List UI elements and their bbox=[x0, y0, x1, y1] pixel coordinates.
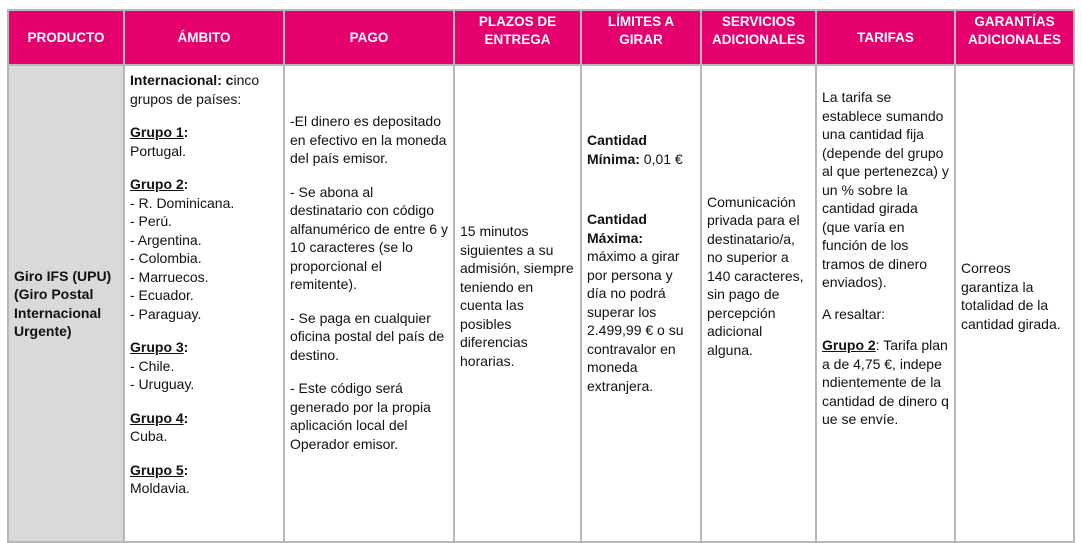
ambito-group-item: Portugal. bbox=[130, 142, 187, 159]
limite-maximo-text: máximo a girar por persona y día no podrá superar los 2.499,99 € o su contravalor en moneda extranjera. bbox=[587, 248, 684, 394]
ambito-group-title-text: Grupo 1 bbox=[130, 124, 184, 140]
limite-minimo bbox=[587, 131, 695, 168]
ambito-group-item: - Marruecos. bbox=[130, 268, 209, 285]
ambito-group-item: Moldavia. bbox=[130, 480, 190, 496]
servicios-text: Comunicación privada para el destinatario/a, no superior a 140 caracteres, sin pago de percepción adicional alguna. bbox=[707, 193, 804, 358]
cell-ambito bbox=[124, 65, 284, 542]
pago-item: - Se abona al destinatario con código alfanumérico de entre 6 y 10 caracteres (se lo proporcional el remitente). bbox=[290, 183, 448, 292]
ambito-group-item: - Colombia. bbox=[130, 250, 202, 266]
tarifas-text: La tarifa se establece sumando una cantidad fija (depende del grupo al que pertenezca) y un % sobre la cantidad girada (que varía en función de los tramos de dinero enviados). bbox=[822, 89, 949, 290]
ambito-group-item: - Chile. bbox=[130, 357, 175, 374]
cell-tarifas bbox=[816, 65, 955, 542]
ambito-intro-bold: Internacional: c bbox=[130, 72, 234, 88]
header-row bbox=[8, 10, 1074, 65]
product-table bbox=[7, 9, 1075, 543]
ambito-group-item: - Ecuador. bbox=[130, 287, 194, 303]
cell-plazos bbox=[454, 65, 581, 542]
header-tarifas: TARIFAS bbox=[816, 10, 955, 65]
tarifas-grupo-text: Tarifa plana de 4,75 €, independientemente de la cantidad de dinero que se envíe. bbox=[822, 337, 949, 427]
ambito-group-item: - Paraguay. bbox=[130, 305, 202, 322]
ambito-group bbox=[130, 461, 278, 498]
limites-block bbox=[587, 131, 695, 395]
ambito-group-title: Grupo 2: bbox=[130, 176, 189, 192]
ambito-group-item: Cuba. bbox=[130, 428, 168, 444]
tarifas-resaltar: A resaltar: bbox=[822, 305, 886, 322]
ambito-group-title: Grupo 4: bbox=[130, 409, 189, 426]
ambito-group-title: Grupo 5: bbox=[130, 461, 189, 478]
ambito-group-title: Grupo 1: bbox=[130, 124, 189, 140]
ambito-group bbox=[130, 409, 278, 446]
ambito-groups bbox=[130, 123, 278, 498]
cell-garantias bbox=[955, 65, 1074, 542]
ambito-group bbox=[130, 338, 278, 394]
limite-maximo-label: Cantidad Máxima: bbox=[587, 211, 647, 246]
garantias-text: Correos garantiza la totalidad de la cantidad girada. bbox=[961, 260, 1061, 332]
pago-item: - Se paga en cualquier oficina postal del país de destino. bbox=[290, 309, 445, 363]
ambito-intro bbox=[130, 71, 278, 108]
table-row bbox=[8, 65, 1074, 542]
limite-maximo bbox=[587, 210, 695, 395]
plazos-text: 15 minutos siguientes a su admisión, siempre teniendo en cuenta las posibles diferencias horarias. bbox=[460, 223, 574, 369]
ambito-group-title-text: Grupo 4 bbox=[130, 409, 184, 426]
ambito-group-title-text: Grupo 5 bbox=[130, 461, 184, 478]
header-plazos: PLAZOS DE ENTREGA bbox=[454, 10, 581, 65]
ambito-group bbox=[130, 175, 278, 323]
pago-list bbox=[290, 112, 448, 453]
header-servicios: SERVICIOS ADICIONALES bbox=[701, 10, 816, 65]
tarifas-grupo-title: Grupo 2 bbox=[822, 337, 876, 353]
cell-limites bbox=[581, 65, 701, 542]
ambito-group-item: - Perú. bbox=[130, 213, 173, 229]
tarifas-grupo: Grupo 2: Tarifa plana de 4,75 €, independientemente de la cantidad de dinero que se envíe. bbox=[822, 337, 949, 427]
limite-minimo-label: Cantidad Mínima: bbox=[587, 132, 647, 167]
ambito-group-item: - Argentina. bbox=[130, 231, 202, 248]
ambito-group-title-text: Grupo 2 bbox=[130, 176, 184, 192]
ambito-group-item: - R. Dominicana. bbox=[130, 194, 235, 211]
pago-item: - Este código será generado por la propia aplicación local del Operador emisor. bbox=[290, 380, 431, 452]
header-producto: PRODUCTO bbox=[8, 10, 124, 65]
cell-servicios bbox=[701, 65, 816, 542]
ambito-group-item: - Uruguay. bbox=[130, 376, 195, 392]
ambito-intro-rest: inco grupos de países: bbox=[130, 72, 260, 107]
ambito-group-title-text: Grupo 3 bbox=[130, 339, 184, 355]
limite-minimo-value: 0,01 € bbox=[643, 150, 683, 167]
pago-item: -El dinero es depositado en efectivo en la moneda del país emisor. bbox=[290, 113, 447, 166]
header-limites: LÍMITES A GIRAR bbox=[581, 10, 701, 65]
header-pago: PAGO bbox=[284, 10, 454, 65]
header-ambito: ÁMBITO bbox=[124, 10, 284, 65]
cell-producto: Giro IFS (UPU) (Giro Postal Internacional Urgente) bbox=[8, 65, 124, 542]
ambito-group-title: Grupo 3: bbox=[130, 339, 189, 355]
ambito-group bbox=[130, 123, 278, 160]
header-garantias: GARANTÍAS ADICIONALES bbox=[955, 10, 1074, 65]
cell-pago bbox=[284, 65, 454, 542]
